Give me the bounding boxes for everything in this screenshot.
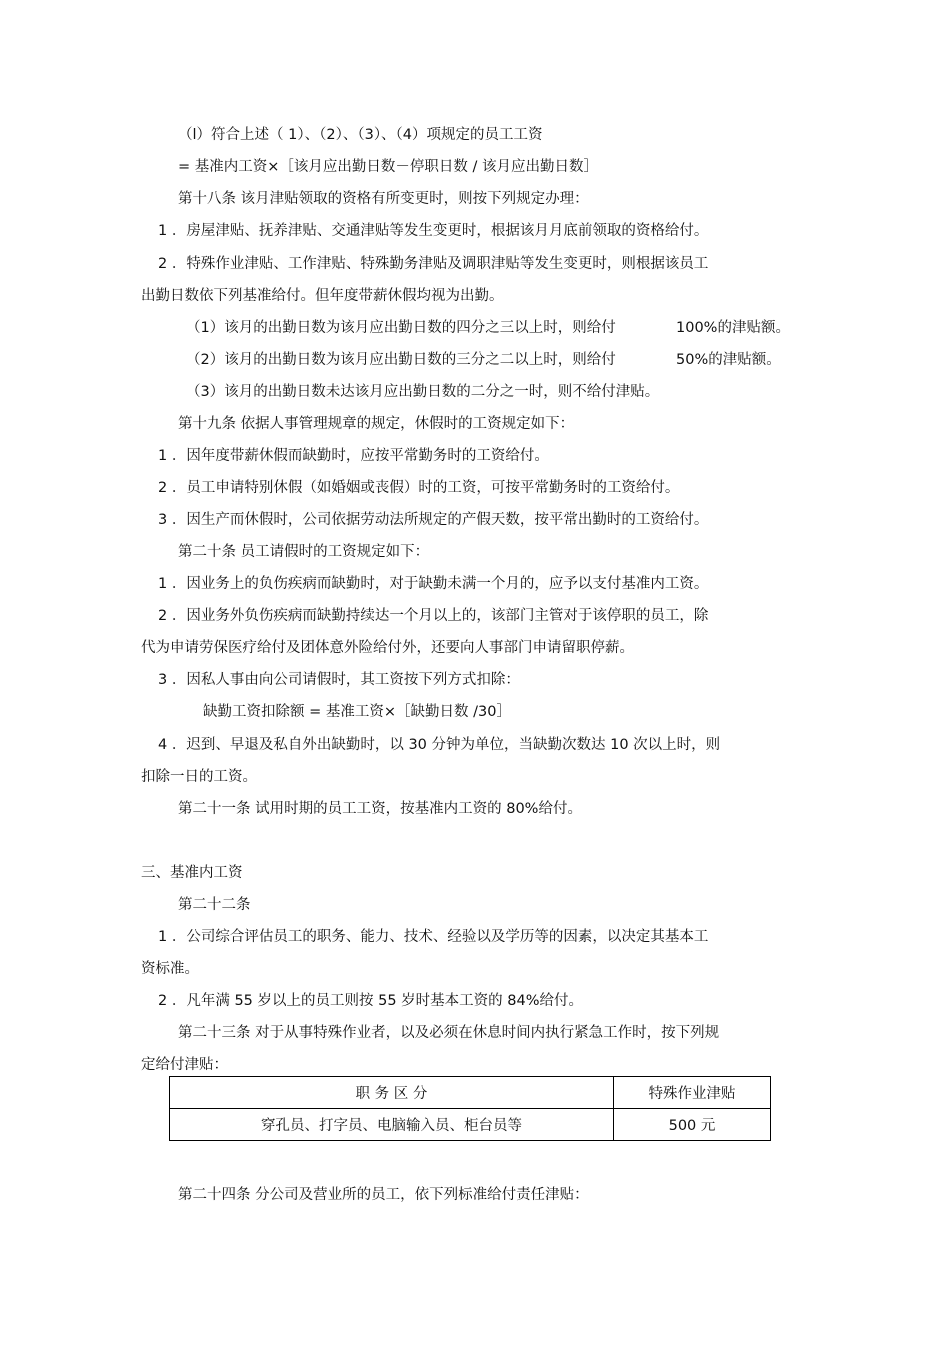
table-header-cell: 职 务 区 分 <box>170 1077 614 1109</box>
table-header-cell: 特殊作业津贴 <box>614 1077 771 1109</box>
text-line: （2）该月的出勤日数为该月应出勤日数的三分之二以上时，则给付 <box>186 352 616 368</box>
section-heading: 三、基准内工资 <box>141 865 243 881</box>
text-line: 扣除一日的工资。 <box>141 769 257 785</box>
text-line: 3 ．因生产而休假时，公司依据劳动法所规定的产假天数，按平常出勤时的工资给付。 <box>158 512 709 528</box>
text-line: 2 ．员工申请特别休假（如婚姻或丧假）时的工资，可按平常勤务时的工资给付。 <box>158 480 680 496</box>
text-line: 2 ．凡年满 55 岁以上的员工则按 55 岁时基本工资的 84%给付。 <box>158 993 584 1009</box>
text-line: 3 ．因私人事由向公司请假时，其工资按下列方式扣除： <box>158 672 520 688</box>
article-heading: 第二十二条 <box>178 897 251 913</box>
table-cell: 穿孔员、打字员、电脑输入员、柜台员等 <box>170 1109 614 1141</box>
text-line: 1 ．因年度带薪休假而缺勤时，应按平常勤务时的工资给付。 <box>158 448 549 464</box>
text-line: 代为申请劳保医疗给付及团体意外险给付外，还要向人事部门申请留职停薪。 <box>141 640 634 656</box>
text-line: （3）该月的出勤日数未达该月应出勤日数的二分之一时，则不给付津贴。 <box>186 384 660 400</box>
article-heading: 第二十四条 分公司及营业所的员工，依下列标准给付责任津贴： <box>178 1187 589 1203</box>
text-line: 1 ．公司综合评估员工的职务、能力、技术、经验以及学历等的因素，以决定其基本工 <box>158 929 709 945</box>
article-heading: 第十九条 依据人事管理规章的规定，休假时的工资规定如下： <box>178 416 575 432</box>
article-heading: 第二十一条 试用时期的员工工资，按基准内工资的 80%给付。 <box>178 801 582 817</box>
formula-line: = 基准内工资×［该月应出勤日数－停职日数 / 该月应出勤日数］ <box>178 159 599 175</box>
text-line: 2 ．特殊作业津贴、工作津贴、特殊勤务津贴及调职津贴等发生变更时，则根据该员工 <box>158 256 709 272</box>
text-line: 2 ．因业务外负伤疾病而缺勤持续达一个月以上的，该部门主管对于该停职的员工，除 <box>158 608 709 624</box>
formula-line: 缺勤工资扣除额 = 基准工资×［缺勤日数 /30］ <box>203 704 511 720</box>
text-line: 资标准。 <box>141 961 199 977</box>
text-line: 4 ．迟到、早退及私自外出缺勤时，以 30 分钟为单位，当缺勤次数达 10 次以上时，则 <box>158 737 721 753</box>
table-cell: 500 元 <box>614 1109 771 1141</box>
text-line: 50%的津贴额。 <box>676 352 781 368</box>
text-line: 1 ．因业务上的负伤疾病而缺勤时，对于缺勤未满一个月的，应予以支付基准内工资。 <box>158 576 709 592</box>
text-line: （1）该月的出勤日数为该月应出勤日数的四分之三以上时，则给付 <box>186 320 616 336</box>
article-heading: 第二十三条 对于从事特殊作业者，以及必须在休息时间内执行紧急工作时，按下列规 <box>178 1025 720 1041</box>
text-line: （l）符合上述（ 1）、（2）、（3）、（4）项规定的员工工资 <box>178 127 543 143</box>
table-row <box>170 1109 771 1141</box>
text-line: 100%的津贴额。 <box>676 320 790 336</box>
text-line: 定给付津贴： <box>141 1057 228 1073</box>
article-heading: 第二十条 员工请假时的工资规定如下： <box>178 544 430 560</box>
article-heading: 第十八条 该月津贴领取的资格有所变更时，则按下列规定办理： <box>178 191 589 207</box>
table-header-row <box>170 1077 771 1109</box>
allowance-table <box>169 1076 771 1141</box>
text-line: 出勤日数依下列基准给付。但年度带薪休假均视为出勤。 <box>141 288 504 304</box>
text-line: 1 ．房屋津贴、抚养津贴、交通津贴等发生变更时，根据该月月底前领取的资格给付。 <box>158 223 709 239</box>
